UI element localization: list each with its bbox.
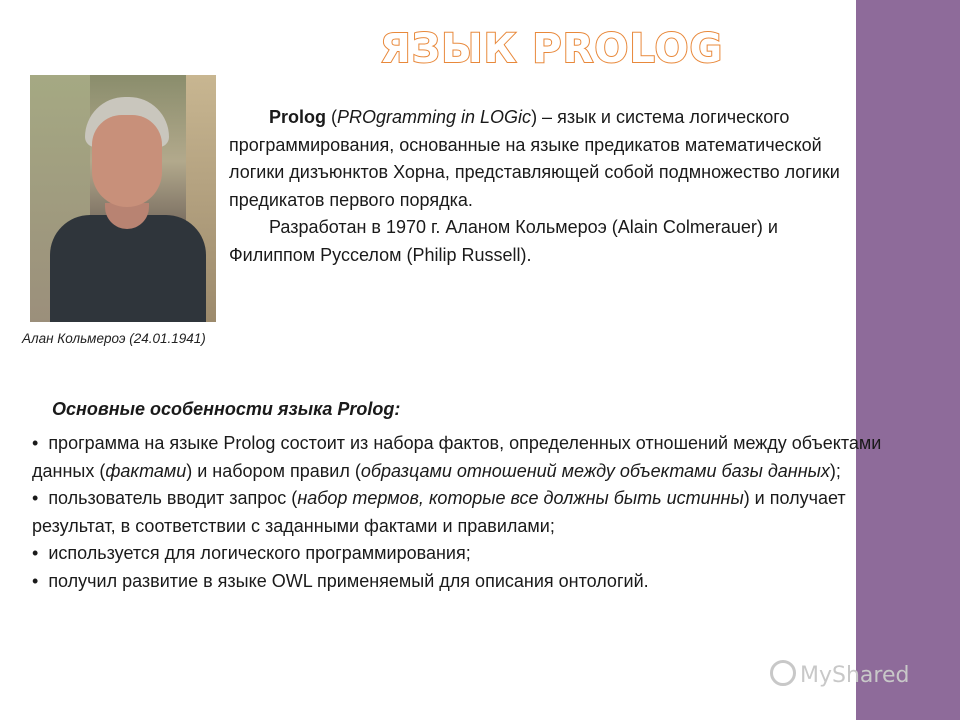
bullet-icon: • — [32, 433, 39, 453]
bullet-icon: • — [32, 488, 39, 508]
intro-text — [229, 104, 854, 269]
intro-paragraph-2: Разработан в 1970 г. Аланом Кольмероэ (Alain Colmerauer) и Филиппом Русселом (Philip Russell). — [229, 217, 778, 265]
term-prolog: Prolog — [269, 107, 326, 127]
slide-title: ЯЗЫК PROLOG — [380, 26, 724, 72]
photo-caption: Алан Кольмероэ (24.01.1941) — [22, 331, 206, 346]
portrait-photo — [30, 75, 216, 322]
features-heading: Основные особенности языка Prolog: — [52, 399, 401, 419]
bullet-icon: • — [32, 570, 39, 591]
list-item: • используется для логического программирования; — [32, 543, 471, 563]
list-item: • программа на языке Prolog состоит из набора фактов, определенных отношений между объектами данных (фактами) и набором правил (образцами отношений между объектами базы данных); — [32, 433, 882, 481]
decorative-sidebar — [856, 0, 960, 720]
intro-paragraph-1: Prolog (PROgramming in LOGic) – язык и система логического программирования, основанные на языке предикатов математической логики дизъюнктов Хорна, представляющей собой подмножество логики предикатов первого порядка. — [229, 107, 840, 210]
features-list — [32, 430, 882, 595]
bullet-icon: • — [32, 543, 39, 563]
term-expansion: PROgramming in LOGic — [337, 107, 532, 127]
list-item: • получил развитие в языке OWL применяемый для описания онтологий. — [32, 570, 649, 591]
list-item: • пользователь вводит запрос (набор термов, которые все должны быть истинны) и получает результат, в соответствии с заданными фактами и правилами; — [32, 488, 846, 536]
watermark-logo: MyShared — [770, 660, 909, 688]
logo-icon — [770, 660, 796, 686]
